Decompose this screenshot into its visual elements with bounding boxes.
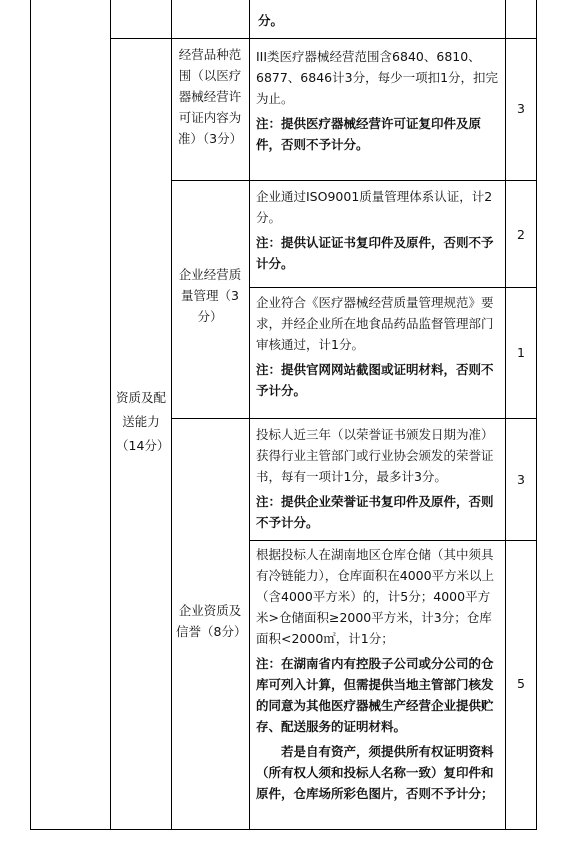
requirement-note: 注：在湖南省内有控股子公司或分公司的仓库可列入计算，但需提供当地主管部门核发的同意为其他医疗器械生产经营企业提供贮存、配送服务的证明材料。 bbox=[256, 656, 494, 734]
standard-cell bbox=[256, 544, 500, 804]
requirement-note: 若是自有资产，须提供所有权证明资料（所有权人须和投标人名称一致）复印件和原件，仓库场所彩色图片，否则不予计分； bbox=[256, 744, 494, 801]
row-divider bbox=[171, 180, 537, 181]
criterion-cell: 企业资质及信誉（8分） bbox=[176, 603, 247, 639]
category-label: 资质及配送能力（14分） bbox=[116, 390, 170, 453]
standard-cell bbox=[256, 186, 500, 274]
requirement-note: 注：提供医疗器械经营许可证复印件及原件，否则不予计分。 bbox=[256, 116, 482, 152]
continued-text: 分。 bbox=[258, 13, 284, 28]
standard-cell bbox=[256, 292, 500, 401]
requirement-note: 注：提供官网网站截图或证明材料，否则不予计分。 bbox=[256, 362, 494, 398]
score-cell: 3 bbox=[517, 472, 525, 487]
standard-text: III类医疗器械经营范围含6840、6810、6877、6846计3分，每少一项扣1分，扣完为止。 bbox=[256, 49, 499, 106]
row-divider bbox=[249, 287, 537, 288]
score-cell: 5 bbox=[517, 676, 525, 691]
criterion-cell: 企业经营质量管理（3分） bbox=[178, 267, 242, 324]
column-divider bbox=[171, 0, 172, 830]
table-border-left bbox=[30, 0, 31, 830]
row-divider bbox=[171, 418, 537, 419]
requirement-note: 注：提供企业荣誉证书复印件及原件，否则不予计分。 bbox=[256, 494, 494, 530]
standard-cell bbox=[256, 424, 500, 533]
column-divider bbox=[505, 0, 506, 830]
column-divider bbox=[110, 0, 111, 830]
row-divider bbox=[110, 38, 537, 39]
table-border-bottom bbox=[30, 829, 537, 830]
standard-cell bbox=[256, 46, 500, 155]
standard-text: 投标人近三年（以荣誉证书颁发日期为准）获得行业主管部门或行业协会颁发的荣誉证书，每有一项计1分，最多计3分。 bbox=[256, 427, 494, 484]
requirement-note: 注：提供认证证书复印件及原件，否则不予计分。 bbox=[256, 235, 494, 271]
standard-text: 企业通过ISO9001质量管理体系认证，计2分。 bbox=[256, 189, 493, 225]
column-divider bbox=[249, 0, 250, 830]
score-cell: 3 bbox=[517, 101, 525, 116]
score-cell: 1 bbox=[517, 345, 525, 360]
standard-text: 企业符合《医疗器械经营质量管理规范》要求，并经企业所在地食品药品监督管理部门审核通过，计1分。 bbox=[256, 295, 494, 352]
standard-text: 根据投标人在湖南地区仓库仓储（其中须具有冷链能力），仓库面积在4000平方米以上（含4000平方米）的，计5分；4000平方米>仓储面积≥2000平方米，计3分；仓库面积<2000㎡，计1分； bbox=[256, 547, 495, 646]
score-cell: 2 bbox=[517, 227, 525, 242]
criterion-cell: 经营品种范围（以医疗器械经营许可证内容为准）（3分） bbox=[177, 47, 243, 146]
table-border-right bbox=[536, 0, 537, 830]
row-divider bbox=[249, 540, 537, 541]
